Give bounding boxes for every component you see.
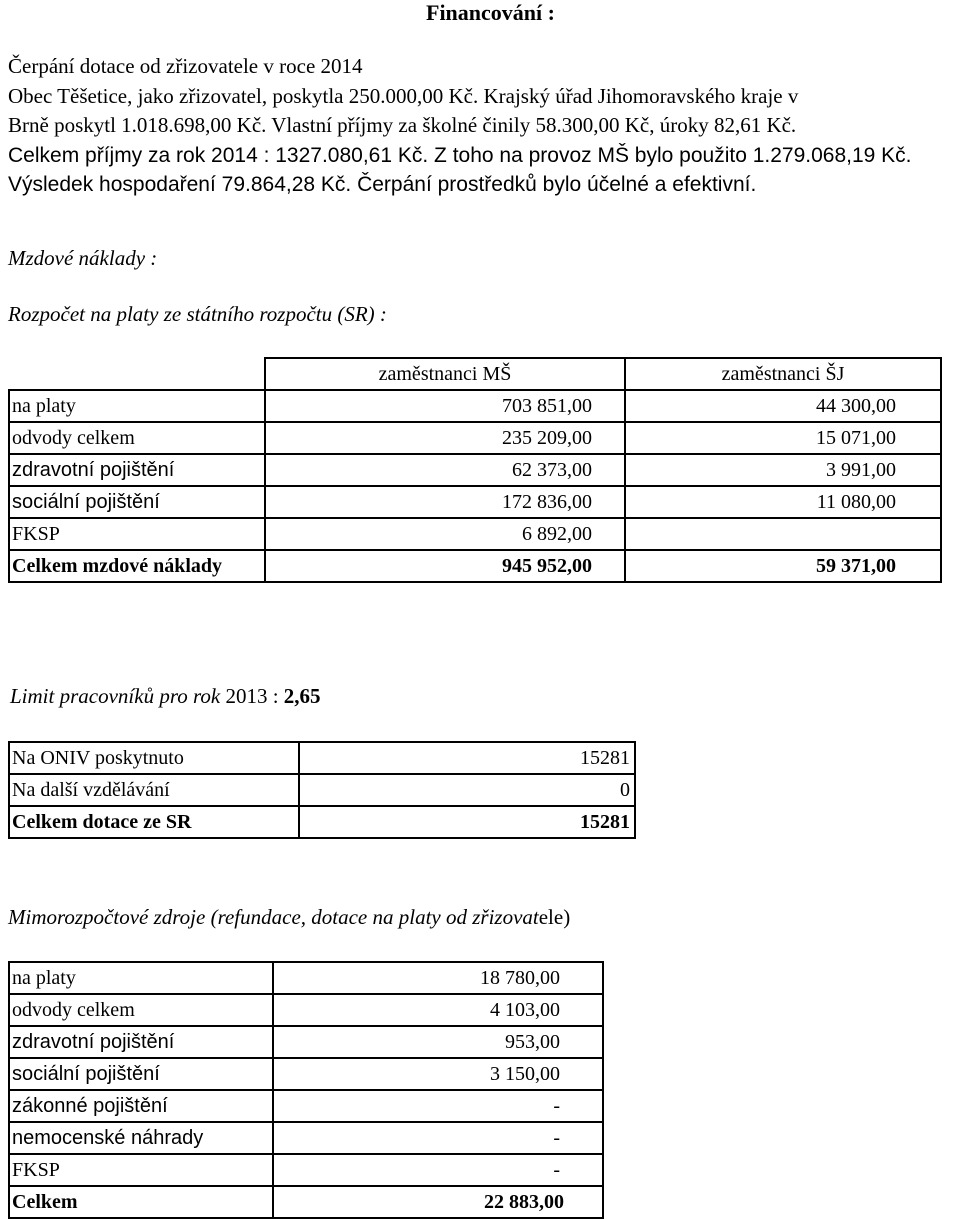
table-header-cell: zaměstnanci ŠJ [625, 358, 941, 390]
table-row [9, 1122, 603, 1154]
row-value: 15281 [299, 742, 635, 774]
row-label: sociální pojištění [9, 486, 265, 518]
value-ms: 172 836,00 [265, 486, 625, 518]
paragraph-line: Celkem příjmy za rok 2014 : 1327.080,61 Kč. Z toho na provoz MŠ bylo použito 1.279.068,19 Kč. [8, 143, 912, 167]
paragraph-line: Čerpání dotace od zřizovatele v roce 2014 [8, 54, 363, 78]
table-row [9, 1090, 603, 1122]
table-row [9, 1026, 603, 1058]
value-sj: 3 991,00 [625, 454, 941, 486]
budget-table [8, 357, 942, 583]
limit-value: 2,65 [283, 684, 321, 708]
row-value: - [273, 1154, 603, 1186]
wages-heading: Mzdové náklady : [8, 246, 158, 270]
extra-table [8, 961, 604, 1219]
total-value: 15281 [299, 806, 635, 838]
table-row [9, 1058, 603, 1090]
row-label: zákonné pojištění [9, 1090, 273, 1122]
table-total-row [9, 806, 635, 838]
total-label: Celkem mzdové náklady [9, 550, 265, 582]
oniv-table [8, 741, 636, 839]
table-row [9, 742, 635, 774]
table-header-cell [9, 358, 265, 390]
paragraph-line: Výsledek hospodaření 79.864,28 Kč. Čerpání prostředků bylo účelné a efektivní. [8, 173, 757, 196]
value-sj: 44 300,00 [625, 390, 941, 422]
value-sj [625, 518, 941, 550]
value-ms: 6 892,00 [265, 518, 625, 550]
row-label: Na ONIV poskytnuto [9, 742, 299, 774]
row-label: odvody celkem [9, 994, 273, 1026]
limit-year: 2013 : [220, 684, 284, 708]
budget-heading: Rozpočet na platy ze státního rozpočtu (SR) : [8, 302, 387, 326]
table-total-row [9, 550, 941, 582]
financing-paragraph [8, 52, 960, 200]
paragraph-line: Brně poskytl 1.018.698,00 Kč. Vlastní příjmy za školné činily 58.300,00 Kč, úroky 82,61 Kč. [8, 113, 797, 137]
row-label: na platy [9, 390, 265, 422]
row-value: 4 103,00 [273, 994, 603, 1026]
paragraph-line: Obec Těšetice, jako zřizovatel, poskytla 250.000,00 Kč. Krajský úřad Jihomoravského kraje v [8, 83, 799, 108]
row-label: zdravotní pojištění [9, 454, 265, 486]
row-value: 953,00 [273, 1026, 603, 1058]
total-ms: 945 952,00 [265, 550, 625, 582]
total-sj: 59 371,00 [625, 550, 941, 582]
value-ms: 62 373,00 [265, 454, 625, 486]
table-row [9, 518, 941, 550]
table-total-row [9, 1186, 603, 1218]
limit-heading [10, 684, 321, 709]
table-row [9, 486, 941, 518]
row-label: FKSP [9, 518, 265, 550]
row-label: sociální pojištění [9, 1058, 273, 1090]
table-header-row [9, 358, 941, 390]
value-ms: 703 851,00 [265, 390, 625, 422]
row-label: Na další vzdělávání [9, 774, 299, 806]
extra-heading-normal: ele) [538, 905, 571, 929]
total-label: Celkem [9, 1186, 273, 1218]
table-row [9, 994, 603, 1026]
row-label: nemocenské náhrady [9, 1122, 273, 1154]
row-label: FKSP [9, 1154, 273, 1186]
row-label: odvody celkem [9, 422, 265, 454]
table-row [9, 422, 941, 454]
table-row [9, 774, 635, 806]
extra-heading [8, 905, 570, 930]
row-value: 3 150,00 [273, 1058, 603, 1090]
limit-prefix: Limit pracovníků pro rok [10, 684, 221, 708]
value-sj: 11 080,00 [625, 486, 941, 518]
row-label: zdravotní pojištění [9, 1026, 273, 1058]
table-header-cell: zaměstnanci MŠ [265, 358, 625, 390]
extra-heading-italic: Mimorozpočtové zdroje (refundace, dotace na platy od zřizovat [8, 905, 539, 929]
total-value: 22 883,00 [273, 1186, 603, 1218]
table-row [9, 962, 603, 994]
row-label: na platy [9, 962, 273, 994]
table-row [9, 454, 941, 486]
table-row [9, 1154, 603, 1186]
table-row [9, 390, 941, 422]
value-sj: 15 071,00 [625, 422, 941, 454]
total-label: Celkem dotace ze SR [9, 806, 299, 838]
page-title: Financování : [426, 0, 555, 25]
value-ms: 235 209,00 [265, 422, 625, 454]
row-value: 0 [299, 774, 635, 806]
row-value: - [273, 1090, 603, 1122]
row-value: 18 780,00 [273, 962, 603, 994]
row-value: - [273, 1122, 603, 1154]
